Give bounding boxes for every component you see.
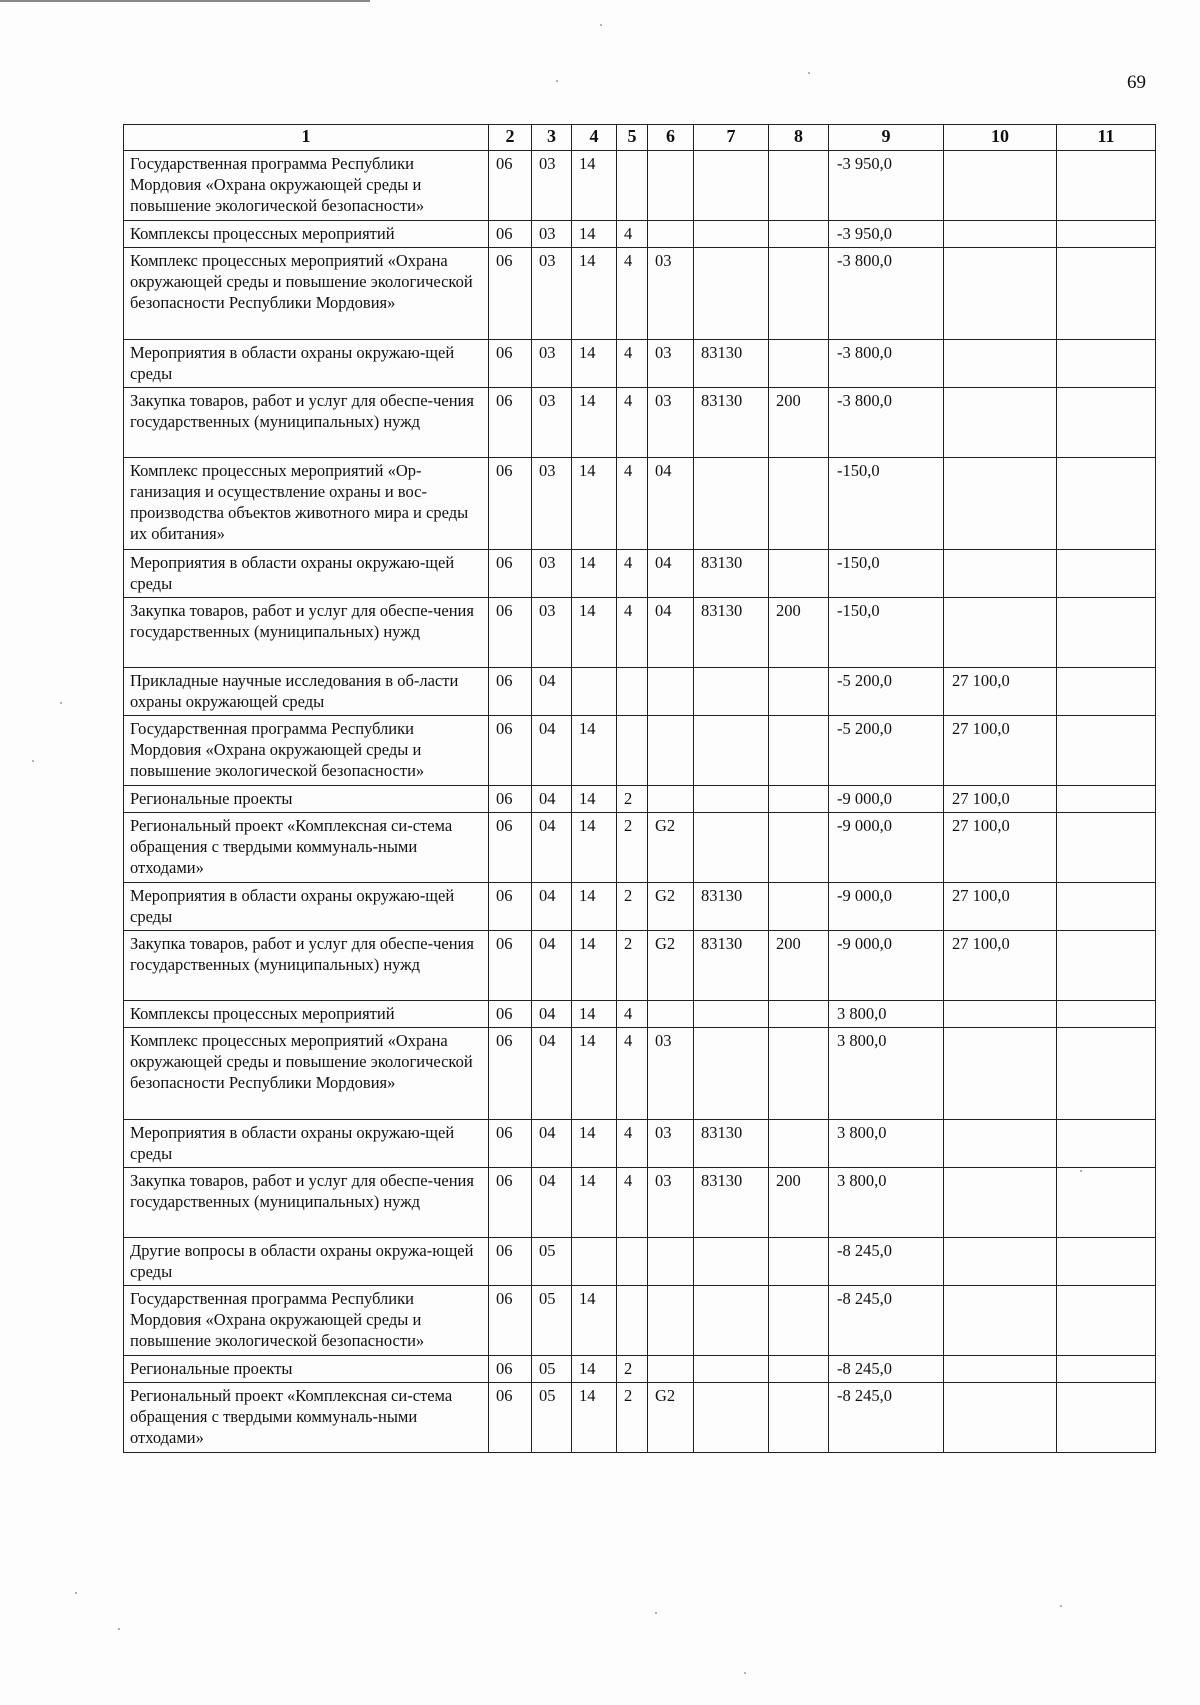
cell-amount-10: 27 100,0 (944, 716, 1057, 786)
cell-code-8 (769, 668, 829, 716)
cell-amount-11 (1057, 221, 1156, 248)
cell-amount-9: -5 200,0 (829, 668, 944, 716)
cell-code-8 (769, 340, 829, 388)
cell-code-4: 14 (572, 1001, 617, 1028)
cell-code-5: 4 (617, 340, 648, 388)
cell-amount-10 (944, 1168, 1057, 1238)
cell-amount-11 (1057, 340, 1156, 388)
cell-code-8: 200 (769, 1168, 829, 1238)
cell-row-name: Мероприятия в области охраны окружаю-щей среды (124, 883, 489, 931)
cell-code-7 (694, 668, 769, 716)
cell-code-4: 14 (572, 151, 617, 221)
cell-row-name: Закупка товаров, работ и услуг для обеспе-чения государственных (муниципальных) нужд (124, 1168, 489, 1238)
table-row (124, 550, 1156, 598)
cell-amount-9: 3 800,0 (829, 1168, 944, 1238)
cell-code-4 (572, 668, 617, 716)
cell-amount-11 (1057, 1356, 1156, 1383)
cell-code-8: 200 (769, 388, 829, 458)
cell-row-name: Государственная программа Республики Мордовия «Охрана окружающей среды и повышение экологической безопасности» (124, 1286, 489, 1356)
cell-code-3: 04 (532, 883, 572, 931)
cell-code-2: 06 (489, 813, 532, 883)
cell-code-4: 14 (572, 1028, 617, 1120)
cell-row-name: Комплекс процессных мероприятий «Ор-ганизация и осуществление охраны и вос-производства объектов животного мира и среды их обитания» (124, 458, 489, 550)
scan-speck (118, 1628, 120, 1630)
cell-code-5: 2 (617, 1356, 648, 1383)
cell-code-7: 83130 (694, 1120, 769, 1168)
cell-code-3: 03 (532, 151, 572, 221)
cell-amount-10: 27 100,0 (944, 931, 1057, 1001)
cell-code-2: 06 (489, 786, 532, 813)
cell-code-3: 04 (532, 716, 572, 786)
cell-code-7 (694, 248, 769, 340)
cell-code-5 (617, 1238, 648, 1286)
cell-code-3: 04 (532, 1168, 572, 1238)
cell-amount-9: -9 000,0 (829, 813, 944, 883)
cell-code-3: 03 (532, 388, 572, 458)
table-row (124, 1168, 1156, 1238)
table-row (124, 1001, 1156, 1028)
cell-code-2: 06 (489, 598, 532, 668)
cell-code-7 (694, 813, 769, 883)
cell-amount-9: -9 000,0 (829, 786, 944, 813)
cell-amount-10 (944, 1286, 1057, 1356)
cell-code-8 (769, 1120, 829, 1168)
table-row (124, 813, 1156, 883)
column-header: 11 (1057, 125, 1156, 151)
cell-code-8 (769, 221, 829, 248)
cell-code-3: 04 (532, 1120, 572, 1168)
cell-code-3: 04 (532, 1028, 572, 1120)
cell-row-name: Мероприятия в области охраны окружаю-щей среды (124, 340, 489, 388)
cell-row-name: Комплекс процессных мероприятий «Охрана окружающей среды и повышение экологической безопасности Республики Мордовия» (124, 248, 489, 340)
cell-amount-11 (1057, 786, 1156, 813)
cell-amount-9: -5 200,0 (829, 716, 944, 786)
cell-code-4: 14 (572, 221, 617, 248)
cell-code-8 (769, 248, 829, 340)
column-header: 9 (829, 125, 944, 151)
cell-amount-10: 27 100,0 (944, 786, 1057, 813)
cell-amount-10: 27 100,0 (944, 883, 1057, 931)
scan-speck (32, 760, 34, 762)
cell-code-6: 03 (648, 340, 694, 388)
cell-row-name: Комплекс процессных мероприятий «Охрана окружающей среды и повышение экологической безопасности Республики Мордовия» (124, 1028, 489, 1120)
cell-code-4: 14 (572, 883, 617, 931)
cell-code-5: 4 (617, 1168, 648, 1238)
cell-code-3: 03 (532, 340, 572, 388)
table-body (124, 151, 1156, 1453)
cell-code-3: 05 (532, 1286, 572, 1356)
cell-code-6: 04 (648, 458, 694, 550)
cell-code-5: 2 (617, 1383, 648, 1453)
cell-code-4: 14 (572, 716, 617, 786)
cell-code-2: 06 (489, 716, 532, 786)
cell-code-4: 14 (572, 1168, 617, 1238)
cell-row-name: Комплексы процессных мероприятий (124, 221, 489, 248)
cell-code-6: 03 (648, 1168, 694, 1238)
cell-amount-11 (1057, 931, 1156, 1001)
table-row (124, 388, 1156, 458)
cell-amount-9: -8 245,0 (829, 1356, 944, 1383)
cell-code-2: 06 (489, 1168, 532, 1238)
cell-code-6: G2 (648, 931, 694, 1001)
cell-code-5 (617, 716, 648, 786)
cell-code-7 (694, 786, 769, 813)
cell-code-2: 06 (489, 883, 532, 931)
cell-code-6: 03 (648, 1028, 694, 1120)
cell-code-7 (694, 1286, 769, 1356)
column-header: 4 (572, 125, 617, 151)
cell-code-2: 06 (489, 458, 532, 550)
cell-code-6: 04 (648, 598, 694, 668)
cell-code-5: 4 (617, 388, 648, 458)
cell-code-4: 14 (572, 1120, 617, 1168)
cell-code-7 (694, 1383, 769, 1453)
cell-amount-9: 3 800,0 (829, 1120, 944, 1168)
table-row (124, 716, 1156, 786)
cell-row-name: Государственная программа Республики Мордовия «Охрана окружающей среды и повышение экологической безопасности» (124, 716, 489, 786)
cell-code-3: 04 (532, 786, 572, 813)
cell-amount-9: -3 950,0 (829, 221, 944, 248)
cell-code-6 (648, 1356, 694, 1383)
cell-code-7 (694, 1238, 769, 1286)
cell-code-6 (648, 1238, 694, 1286)
cell-code-6: G2 (648, 1383, 694, 1453)
cell-amount-10 (944, 550, 1057, 598)
column-header: 2 (489, 125, 532, 151)
cell-row-name: Мероприятия в области охраны окружаю-щей среды (124, 1120, 489, 1168)
column-header: 7 (694, 125, 769, 151)
cell-code-3: 03 (532, 458, 572, 550)
cell-amount-11 (1057, 1001, 1156, 1028)
cell-code-8: 200 (769, 931, 829, 1001)
cell-amount-10 (944, 1028, 1057, 1120)
cell-code-6 (648, 1286, 694, 1356)
cell-code-2: 06 (489, 1286, 532, 1356)
cell-code-2: 06 (489, 1356, 532, 1383)
column-header: 6 (648, 125, 694, 151)
cell-row-name: Региональные проекты (124, 786, 489, 813)
cell-amount-10: 27 100,0 (944, 668, 1057, 716)
table-row (124, 598, 1156, 668)
cell-amount-10: 27 100,0 (944, 813, 1057, 883)
cell-amount-11 (1057, 550, 1156, 598)
cell-code-5 (617, 1286, 648, 1356)
table-row (124, 340, 1156, 388)
column-header: 5 (617, 125, 648, 151)
cell-row-name: Прикладные научные исследования в об-ласти охраны окружающей среды (124, 668, 489, 716)
cell-code-8 (769, 151, 829, 221)
cell-row-name: Закупка товаров, работ и услуг для обеспе-чения государственных (муниципальных) нужд (124, 388, 489, 458)
cell-amount-9: -3 800,0 (829, 248, 944, 340)
cell-code-6 (648, 151, 694, 221)
cell-code-7 (694, 151, 769, 221)
cell-amount-11 (1057, 598, 1156, 668)
cell-code-2: 06 (489, 1001, 532, 1028)
scan-speck (655, 1612, 657, 1614)
cell-code-3: 05 (532, 1238, 572, 1286)
cell-code-5: 2 (617, 786, 648, 813)
cell-code-6: 03 (648, 388, 694, 458)
cell-code-7 (694, 221, 769, 248)
cell-code-5: 4 (617, 1028, 648, 1120)
cell-code-3: 04 (532, 1001, 572, 1028)
cell-code-8 (769, 786, 829, 813)
column-header: 10 (944, 125, 1057, 151)
cell-amount-10 (944, 388, 1057, 458)
cell-amount-11 (1057, 1383, 1156, 1453)
cell-code-8 (769, 1028, 829, 1120)
cell-code-3: 03 (532, 248, 572, 340)
cell-amount-10 (944, 1383, 1057, 1453)
cell-code-8 (769, 1383, 829, 1453)
cell-code-4: 14 (572, 340, 617, 388)
cell-code-2: 06 (489, 221, 532, 248)
cell-code-8 (769, 1238, 829, 1286)
scan-speck (808, 72, 810, 74)
scan-speck (600, 24, 602, 26)
table-row (124, 786, 1156, 813)
cell-code-4: 14 (572, 813, 617, 883)
cell-amount-9: -3 800,0 (829, 340, 944, 388)
cell-amount-9: -150,0 (829, 458, 944, 550)
cell-code-2: 06 (489, 550, 532, 598)
cell-row-name: Другие вопросы в области охраны окружа-ющей среды (124, 1238, 489, 1286)
cell-code-6: G2 (648, 883, 694, 931)
cell-amount-11 (1057, 151, 1156, 221)
cell-code-8 (769, 716, 829, 786)
cell-amount-11 (1057, 1120, 1156, 1168)
cell-code-2: 06 (489, 931, 532, 1001)
cell-code-4: 14 (572, 1286, 617, 1356)
budget-table (123, 124, 1156, 1453)
cell-code-3: 03 (532, 550, 572, 598)
column-header: 1 (124, 125, 489, 151)
cell-code-6 (648, 221, 694, 248)
cell-code-7: 83130 (694, 598, 769, 668)
cell-row-name: Закупка товаров, работ и услуг для обеспе-чения государственных (муниципальных) нужд (124, 598, 489, 668)
table-row (124, 1286, 1156, 1356)
cell-amount-9: -8 245,0 (829, 1238, 944, 1286)
cell-code-4: 14 (572, 786, 617, 813)
cell-code-8 (769, 813, 829, 883)
table-row (124, 221, 1156, 248)
cell-code-5: 4 (617, 1001, 648, 1028)
cell-amount-11 (1057, 883, 1156, 931)
cell-code-5: 4 (617, 598, 648, 668)
cell-code-4: 14 (572, 458, 617, 550)
table-row (124, 668, 1156, 716)
cell-code-8 (769, 1001, 829, 1028)
cell-code-7: 83130 (694, 931, 769, 1001)
cell-code-6: G2 (648, 813, 694, 883)
cell-amount-9: -8 245,0 (829, 1383, 944, 1453)
cell-code-8 (769, 1356, 829, 1383)
column-header: 3 (532, 125, 572, 151)
cell-code-2: 06 (489, 340, 532, 388)
cell-code-2: 06 (489, 151, 532, 221)
cell-amount-10 (944, 458, 1057, 550)
cell-code-4: 14 (572, 1356, 617, 1383)
cell-code-3: 04 (532, 668, 572, 716)
cell-amount-11 (1057, 668, 1156, 716)
cell-code-5: 2 (617, 931, 648, 1001)
cell-amount-10 (944, 1238, 1057, 1286)
cell-code-4: 14 (572, 598, 617, 668)
cell-code-3: 04 (532, 813, 572, 883)
cell-amount-10 (944, 340, 1057, 388)
cell-amount-11 (1057, 1286, 1156, 1356)
cell-code-6: 03 (648, 1120, 694, 1168)
table-row (124, 1383, 1156, 1453)
cell-code-3: 03 (532, 221, 572, 248)
cell-amount-9: -3 800,0 (829, 388, 944, 458)
cell-amount-10 (944, 151, 1057, 221)
cell-code-8: 200 (769, 598, 829, 668)
cell-amount-9: -150,0 (829, 550, 944, 598)
cell-code-2: 06 (489, 668, 532, 716)
table-row (124, 883, 1156, 931)
cell-code-3: 05 (532, 1356, 572, 1383)
cell-amount-9: 3 800,0 (829, 1028, 944, 1120)
table-row (124, 1120, 1156, 1168)
table-row (124, 1238, 1156, 1286)
cell-amount-10 (944, 1120, 1057, 1168)
cell-amount-11 (1057, 1028, 1156, 1120)
cell-code-7: 83130 (694, 883, 769, 931)
cell-amount-10 (944, 1001, 1057, 1028)
cell-code-5 (617, 668, 648, 716)
cell-code-6 (648, 716, 694, 786)
cell-code-4: 14 (572, 248, 617, 340)
cell-code-5 (617, 151, 648, 221)
cell-code-2: 06 (489, 248, 532, 340)
scan-speck (556, 80, 558, 82)
table-header (124, 125, 1156, 151)
cell-amount-9: -3 950,0 (829, 151, 944, 221)
cell-code-5: 4 (617, 458, 648, 550)
table-row (124, 248, 1156, 340)
cell-row-name: Региональный проект «Комплексная си-стема обращения с твердыми коммуналь-ными отходами» (124, 813, 489, 883)
cell-code-7 (694, 458, 769, 550)
cell-amount-11 (1057, 388, 1156, 458)
cell-row-name: Региональный проект «Комплексная си-стема обращения с твердыми коммуналь-ными отходами» (124, 1383, 489, 1453)
cell-amount-11 (1057, 248, 1156, 340)
scan-speck (1060, 1605, 1062, 1607)
cell-code-4: 14 (572, 931, 617, 1001)
cell-code-6 (648, 668, 694, 716)
table-row (124, 151, 1156, 221)
cell-amount-11 (1057, 716, 1156, 786)
cell-code-7: 83130 (694, 388, 769, 458)
cell-amount-9: 3 800,0 (829, 1001, 944, 1028)
cell-amount-11 (1057, 1238, 1156, 1286)
cell-code-5: 4 (617, 221, 648, 248)
cell-code-2: 06 (489, 1028, 532, 1120)
cell-code-2: 06 (489, 1238, 532, 1286)
cell-row-name: Закупка товаров, работ и услуг для обеспе-чения государственных (муниципальных) нужд (124, 931, 489, 1001)
cell-amount-11 (1057, 813, 1156, 883)
cell-code-6 (648, 1001, 694, 1028)
cell-code-3: 04 (532, 931, 572, 1001)
cell-code-8 (769, 883, 829, 931)
cell-amount-9: -8 245,0 (829, 1286, 944, 1356)
cell-amount-10 (944, 221, 1057, 248)
scan-border-line (0, 0, 370, 2)
column-header: 8 (769, 125, 829, 151)
cell-code-2: 06 (489, 1120, 532, 1168)
cell-amount-10 (944, 598, 1057, 668)
cell-code-4: 14 (572, 1383, 617, 1453)
scan-speck (744, 1672, 746, 1674)
cell-row-name: Региональные проекты (124, 1356, 489, 1383)
cell-amount-9: -9 000,0 (829, 883, 944, 931)
cell-code-5: 2 (617, 813, 648, 883)
cell-code-2: 06 (489, 388, 532, 458)
cell-code-3: 03 (532, 598, 572, 668)
scan-speck (1080, 1170, 1082, 1172)
header-row (124, 125, 1156, 151)
scan-speck (60, 702, 62, 704)
cell-amount-11 (1057, 458, 1156, 550)
cell-code-5: 4 (617, 248, 648, 340)
cell-code-4: 14 (572, 550, 617, 598)
table-row (124, 931, 1156, 1001)
cell-code-7: 83130 (694, 340, 769, 388)
cell-amount-11 (1057, 1168, 1156, 1238)
cell-code-7 (694, 1356, 769, 1383)
cell-code-6: 03 (648, 248, 694, 340)
cell-amount-9: -150,0 (829, 598, 944, 668)
cell-code-5: 4 (617, 1120, 648, 1168)
cell-code-6: 04 (648, 550, 694, 598)
cell-code-8 (769, 1286, 829, 1356)
cell-code-4: 14 (572, 388, 617, 458)
cell-code-7 (694, 716, 769, 786)
cell-code-2: 06 (489, 1383, 532, 1453)
cell-code-7 (694, 1028, 769, 1120)
cell-code-5: 2 (617, 883, 648, 931)
cell-amount-9: -9 000,0 (829, 931, 944, 1001)
cell-amount-10 (944, 248, 1057, 340)
cell-code-7: 83130 (694, 550, 769, 598)
cell-code-8 (769, 550, 829, 598)
cell-row-name: Мероприятия в области охраны окружаю-щей среды (124, 550, 489, 598)
table-row (124, 458, 1156, 550)
cell-code-3: 05 (532, 1383, 572, 1453)
cell-code-8 (769, 458, 829, 550)
cell-row-name: Комплексы процессных мероприятий (124, 1001, 489, 1028)
table-row (124, 1356, 1156, 1383)
table-row (124, 1028, 1156, 1120)
cell-row-name: Государственная программа Республики Мордовия «Охрана окружающей среды и повышение экологической безопасности» (124, 151, 489, 221)
cell-code-4 (572, 1238, 617, 1286)
cell-amount-10 (944, 1356, 1057, 1383)
page-number: 69 (1127, 72, 1146, 93)
cell-code-7 (694, 1001, 769, 1028)
cell-code-5: 4 (617, 550, 648, 598)
cell-code-7: 83130 (694, 1168, 769, 1238)
scan-speck (75, 1592, 77, 1594)
cell-code-6 (648, 786, 694, 813)
